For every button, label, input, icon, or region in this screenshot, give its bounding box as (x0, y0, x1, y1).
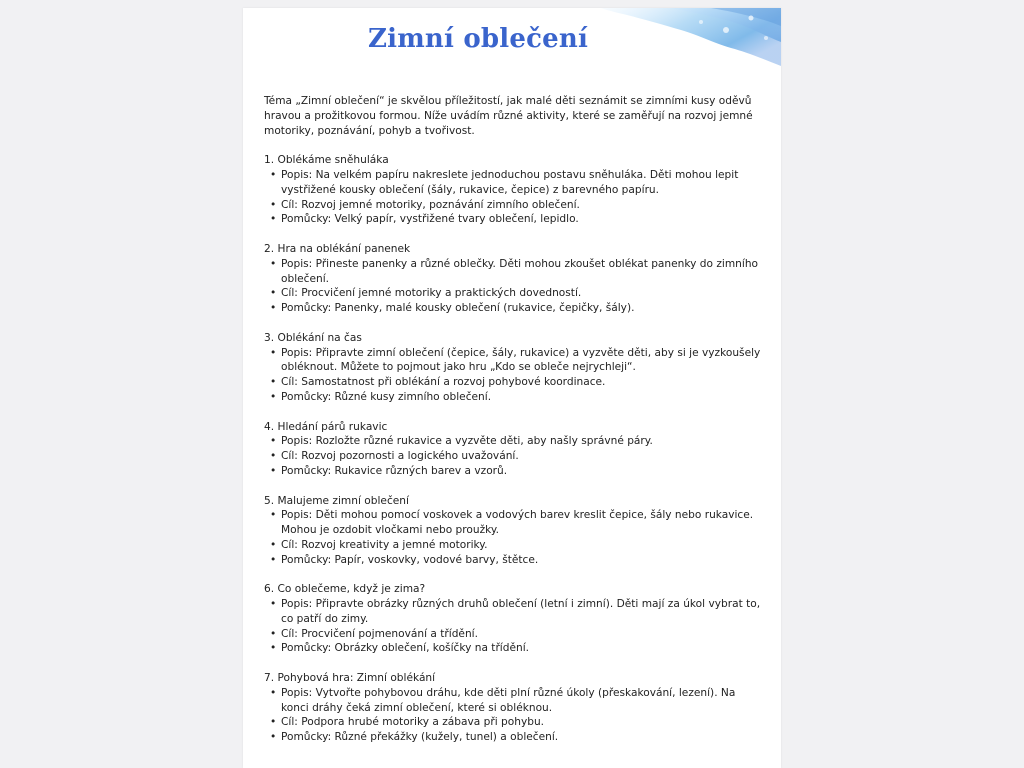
activity-details (264, 597, 764, 656)
activity-title: 7. Pohybová hra: Zimní oblékání (264, 672, 436, 685)
activity-detail-item: • Popis: Na velkém papíru nakreslete jednoduchou postavu sněhuláka. Děti mohou lepit vystřižené kousky oblečení (šály, rukavice, čepice) z barevného papíru. (264, 168, 764, 198)
activity-details (264, 686, 764, 745)
activity-detail-item: • Pomůcky: Velký papír, vystřižené tvary oblečení, lepidlo. (264, 212, 764, 227)
activity-section (264, 494, 764, 568)
page-title: Zimní oblečení (367, 24, 589, 54)
activity-detail-item: • Pomůcky: Různé kusy zimního oblečení. (264, 390, 764, 405)
activity-details (264, 346, 764, 405)
activity-detail-item: • Popis: Přineste panenky a různé oblečky. Děti mohou zkoušet oblékat panenky do zimního oblečení. (264, 257, 764, 287)
activity-section (264, 331, 764, 405)
activity-details (264, 168, 764, 227)
activity-detail-item: • Cíl: Procvičení pojmenování a třídění. (264, 627, 764, 642)
activity-detail-item: • Pomůcky: Panenky, malé kousky oblečení (rukavice, čepičky, šály). (264, 301, 764, 316)
activity-detail-item: • Cíl: Rozvoj pozornosti a logického uvažování. (264, 449, 764, 464)
activity-details (264, 434, 764, 478)
activity-detail-item: • Popis: Vytvořte pohybovou dráhu, kde děti plní různé úkoly (přeskakování, lezení). Na konci dráhy čeká zimní oblečení, které si obléknou. (264, 686, 764, 716)
activity-title: 6. Co oblečeme, když je zima? (264, 583, 426, 596)
activity-list (264, 153, 764, 745)
activity-title: 5. Malujeme zimní oblečení (264, 494, 409, 507)
activity-section (264, 420, 764, 479)
activity-detail-item: • Popis: Děti mohou pomocí voskovek a vodových barev kreslit čepice, šály nebo rukavice. Mohou je ozdobit vločkami nebo proužky. (264, 508, 764, 538)
activity-details (264, 257, 764, 316)
activity-title: 2. Hra na oblékání panenek (264, 242, 411, 255)
activity-detail-item: • Cíl: Rozvoj jemné motoriky, poznávání zimního oblečení. (264, 198, 764, 213)
activity-detail-item: • Cíl: Rozvoj kreativity a jemné motoriky. (264, 538, 764, 553)
activity-title: 3. Oblékání na čas (264, 331, 362, 344)
activity-detail-item: • Cíl: Procvičení jemné motoriky a praktických dovedností. (264, 286, 764, 301)
document-body (264, 94, 764, 760)
activity-detail-item: • Pomůcky: Různé překážky (kužely, tunel) a oblečení. (264, 730, 764, 745)
activity-detail-item: • Popis: Rozložte různé rukavice a vyzvěte děti, aby našly správné páry. (264, 434, 764, 449)
activity-section (264, 582, 764, 656)
document-page (243, 8, 781, 768)
activity-detail-item: • Pomůcky: Rukavice různých barev a vzorů. (264, 464, 764, 479)
activity-detail-item: • Popis: Připravte obrázky různých druhů oblečení (letní i zimní). Děti mají za úkol vybrat to, co patří do zimy. (264, 597, 764, 627)
activity-detail-item: • Pomůcky: Papír, voskovky, vodové barvy, štětce. (264, 553, 764, 568)
activity-detail-item: • Popis: Připravte zimní oblečení (čepice, šály, rukavice) a vyzvěte děti, aby si je vyzkoušely obléknout. Můžete to pojmout jako hru „Kdo se obleče nejrychleji“. (264, 346, 764, 376)
activity-section (264, 153, 764, 227)
activity-section (264, 671, 764, 745)
activity-detail-item: • Cíl: Samostatnost při oblékání a rozvoj pohybové koordinace. (264, 375, 764, 390)
intro-paragraph: Téma „Zimní oblečení“ je skvělou příležitostí, jak malé děti seznámit se zimními kusy oděvů hravou a prožitkovou formou. Níže uvádím různé aktivity, které se zaměřují na rozvoj jemné motoriky, poznávání, pohyb a tvořivost. (264, 95, 753, 137)
activity-section (264, 242, 764, 316)
activity-title: 1. Oblékáme sněhuláka (264, 154, 389, 167)
activity-title: 4. Hledání párů rukavic (264, 420, 388, 433)
activity-detail-item: • Pomůcky: Obrázky oblečení, košíčky na třídění. (264, 641, 764, 656)
activity-details (264, 508, 764, 567)
activity-detail-item: • Cíl: Podpora hrubé motoriky a zábava při pohybu. (264, 715, 764, 730)
